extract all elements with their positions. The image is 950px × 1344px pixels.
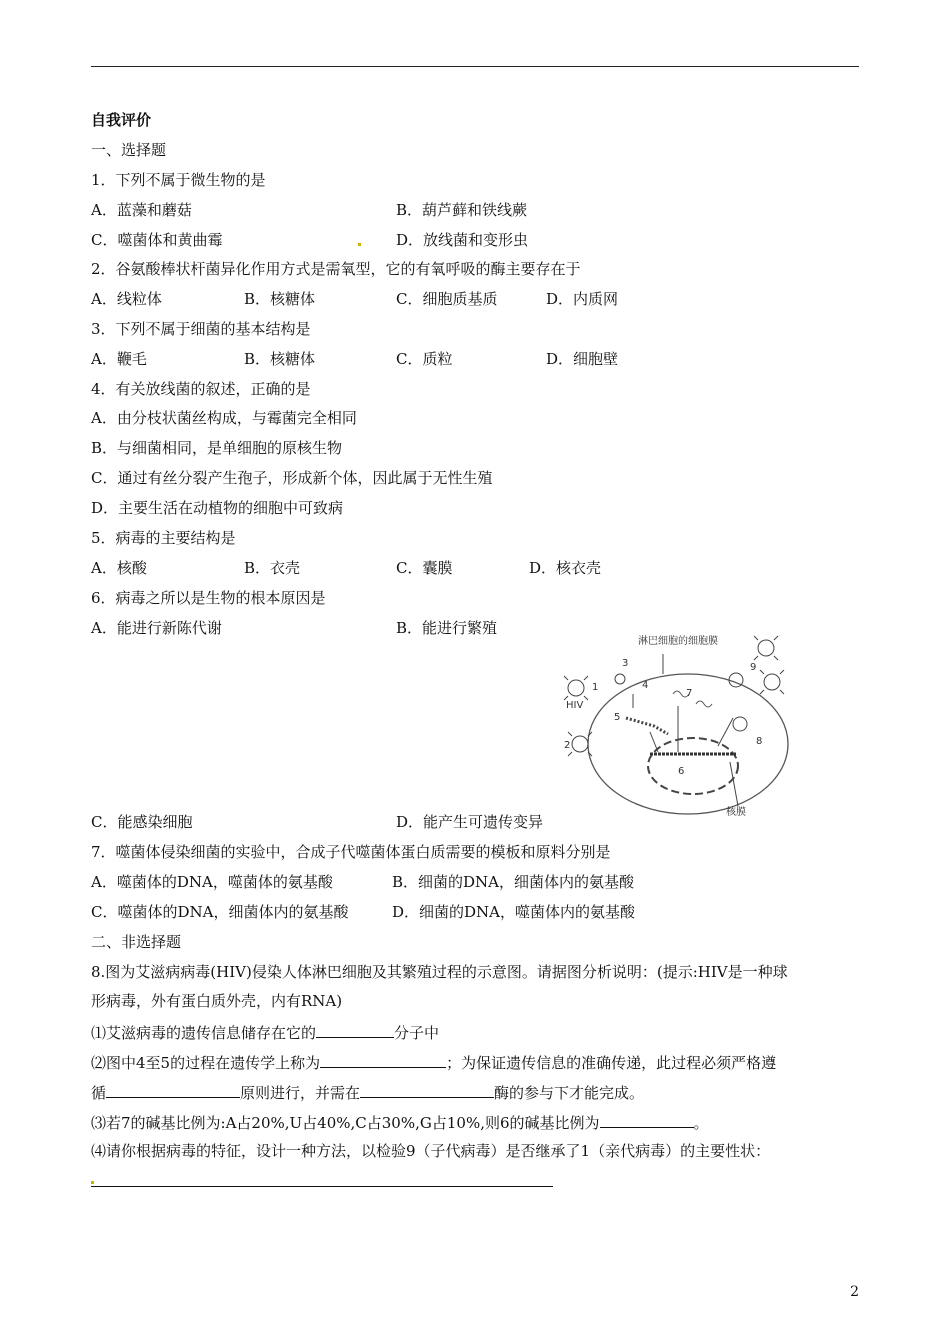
q8-sub-1-tail: 分子中 [394, 1024, 440, 1042]
q5-option-b: B．衣壳 [244, 559, 301, 577]
label-3: 3 [622, 658, 629, 669]
q8-sub-2-text-e: 酶的参与下才能完成。 [494, 1084, 645, 1102]
label-2: 2 [564, 740, 571, 751]
q8-sub-2-text-c: 循 [91, 1084, 107, 1102]
q7-option-a: A．噬菌体的DNA，噬菌体的氨基酸 [91, 873, 333, 891]
label-5: 5 [614, 712, 621, 723]
hiv-label: HIV [566, 700, 584, 711]
q2-option-d: D．内质网 [546, 290, 619, 308]
q7-option-c: C．噬菌体的DNA，细菌体内的氨基酸 [91, 903, 349, 921]
q3-option-d: D．细胞壁 [546, 350, 619, 368]
q8-sub-2-text: ⑵图中4至5的过程在遗传学上称为 [91, 1054, 321, 1072]
q2-option-b: B．核糖体 [244, 290, 316, 308]
q8-sub-1-text: ⑴艾滋病毒的遗传信息储存在它的 [91, 1024, 317, 1042]
q8-sub-3-tail: 。 [693, 1114, 709, 1132]
virus-particle [733, 717, 747, 731]
question-1-stem: 1．下列不属于微生物的是 [91, 171, 266, 189]
question-4-stem: 4．有关放线菌的叙述，正确的是 [91, 380, 311, 398]
q5-option-c: C．囊膜 [396, 559, 453, 577]
arrow [718, 718, 733, 746]
q8-sub-4: ⑷请你根据病毒的特征，设计一种方法，以检验9（子代病毒）是否继承了1（亲代病毒）的主要性状： [91, 1142, 771, 1160]
q1-option-a: A．蓝藻和蘑菇 [91, 201, 192, 219]
answer-blank[interactable] [106, 1081, 240, 1098]
question-8-stem-line1: 8.图为艾滋病病毒(HIV)侵染人体淋巴细胞及其繁殖过程的示意图。请据图分析说明：(提示:HIV是一种球 [91, 963, 788, 981]
part-heading-nonchoice: 二、非选择题 [91, 933, 182, 951]
q8-sub-3 [91, 1111, 709, 1133]
q2-option-c: C．细胞质基质 [396, 290, 498, 308]
q1-option-d: D．放线菌和变形虫 [396, 231, 529, 249]
q3-option-b: B．核糖体 [244, 350, 316, 368]
virus-particle [754, 636, 778, 660]
stray-mark [358, 243, 361, 246]
hiv-infection-diagram [558, 634, 792, 816]
question-8-stem-line2: 形病毒，外有蛋白质外壳，内有RNA) [91, 992, 343, 1010]
virus-particle [568, 732, 592, 756]
q1-option-c: C．噬菌体和黄曲霉 [91, 231, 223, 249]
answer-blank[interactable] [360, 1081, 494, 1098]
nucleus [648, 738, 738, 794]
q8-sub-2-cont [91, 1081, 644, 1103]
label-9: 9 [750, 662, 757, 673]
q8-sub-2-text-d: 原则进行，并需在 [240, 1084, 361, 1102]
virus-particle [760, 670, 784, 694]
q6-option-a: A．能进行新陈代谢 [91, 619, 222, 637]
q2-option-a: A．线粒体 [91, 290, 162, 308]
page-number: 2 [850, 1284, 859, 1300]
stray-mark [91, 1181, 94, 1184]
q4-option-c: C．通过有丝分裂产生孢子，形成新个体，因此属于无性生殖 [91, 469, 493, 487]
q3-option-a: A．鞭毛 [91, 350, 147, 368]
q3-option-c: C．质粒 [396, 350, 453, 368]
label-1: 1 [592, 682, 599, 693]
q7-option-d: D．细菌的DNA，噬菌体内的氨基酸 [392, 903, 636, 921]
header-rule [91, 66, 859, 67]
arrow [650, 732, 658, 752]
q5-option-a: A．核酸 [91, 559, 147, 577]
q7-option-b: B．细菌的DNA，细菌体内的氨基酸 [392, 873, 635, 891]
answer-line[interactable] [91, 1186, 553, 1187]
q8-sub-1 [91, 1021, 439, 1043]
question-6-stem: 6．病毒之所以是生物的根本原因是 [91, 589, 326, 607]
virus-particle [615, 674, 625, 684]
viral-rna-copies [696, 701, 712, 707]
nuclear-membrane-label: 核膜 [726, 807, 746, 816]
q6-option-c: C．能感染细胞 [91, 813, 193, 831]
question-7-stem: 7．噬菌体侵染细菌的实验中，合成子代噬菌体蛋白质需要的模板和原料分别是 [91, 843, 611, 861]
q6-option-d: D．能产生可遗传变异 [396, 813, 544, 831]
virus-particle [564, 676, 588, 700]
label-6: 6 [678, 766, 685, 777]
label-4: 4 [642, 680, 649, 691]
answer-blank[interactable] [316, 1021, 394, 1038]
answer-blank[interactable] [320, 1051, 446, 1068]
membrane-label: 淋巴细胞的细胞膜 [638, 636, 718, 647]
question-5-stem: 5．病毒的主要结构是 [91, 529, 236, 547]
q4-option-d: D．主要生活在动植物的细胞中可致病 [91, 499, 344, 517]
q4-option-a: A．由分枝状菌丝构成，与霉菌完全相同 [91, 409, 357, 427]
q8-sub-3-text: ⑶若7的碱基比例为:A占20%,U占40%,C占30%,G占10%,则6的碱基比例为 [91, 1114, 600, 1132]
label-8: 8 [756, 736, 763, 747]
q8-sub-2 [91, 1051, 776, 1073]
part-heading-choice: 一、选择题 [91, 141, 167, 159]
label-7: 7 [686, 688, 693, 699]
q6-option-b: B．能进行繁殖 [396, 619, 498, 637]
q1-option-b: B．葫芦藓和铁线蕨 [396, 201, 528, 219]
q5-option-d: D．核衣壳 [529, 559, 602, 577]
section-title: 自我评价 [91, 111, 152, 129]
q4-option-b: B．与细菌相同，是单细胞的原核生物 [91, 439, 343, 457]
viral-rna-chain [626, 718, 668, 734]
answer-blank[interactable] [600, 1111, 694, 1128]
q8-sub-2-tail: ；为保证遗传信息的准确传递，此过程必须严格遵 [446, 1054, 777, 1072]
question-3-stem: 3．下列不属于细菌的基本结构是 [91, 320, 311, 338]
question-2-stem: 2．谷氨酸棒状杆菌异化作用方式是需氧型，它的有氧呼吸的酶主要存在于 [91, 260, 581, 278]
